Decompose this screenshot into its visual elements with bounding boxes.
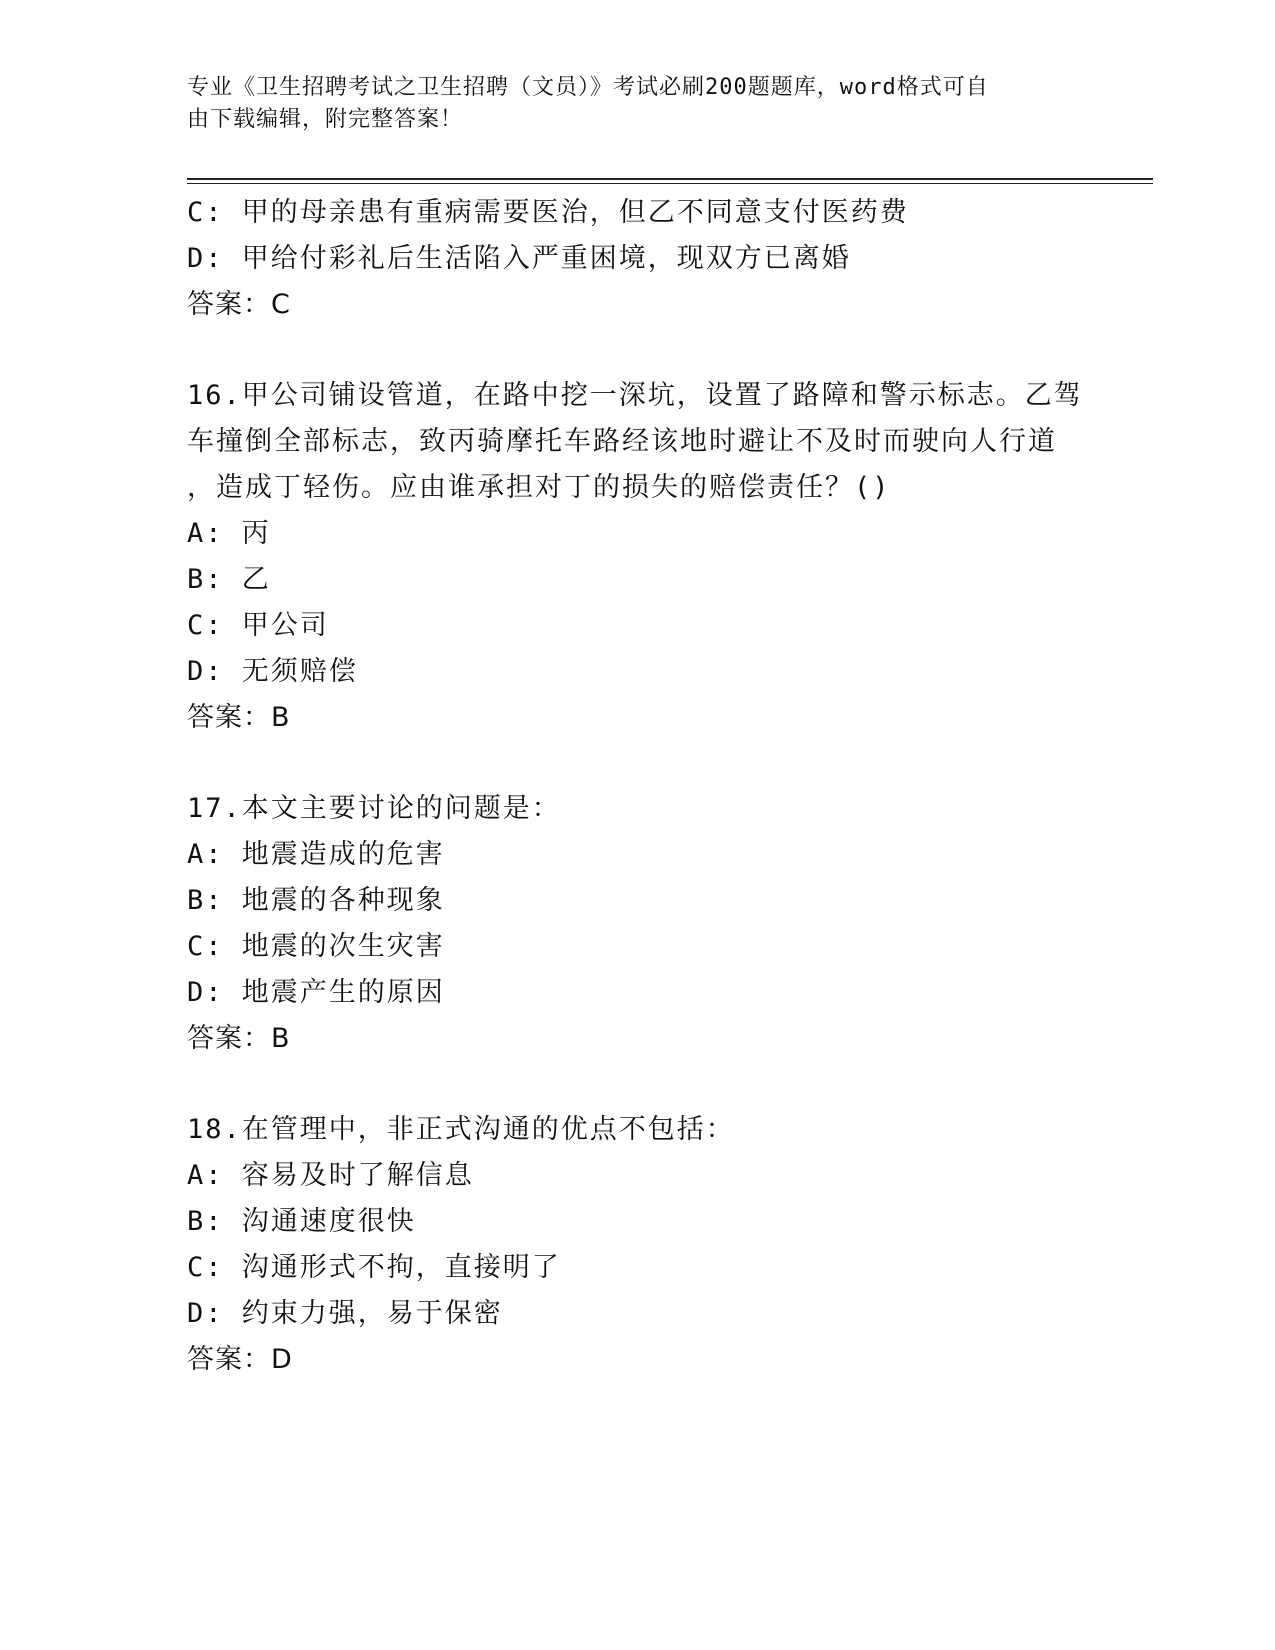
document-body	[187, 190, 1147, 1383]
question-stem-line: 16.甲公司铺设管道，在路中挖一深坑，设置了路障和警示标志。乙驾	[187, 380, 1083, 411]
option-a: A: 丙	[187, 518, 271, 549]
answer-line: 答案：B	[187, 1023, 291, 1054]
option-d: D: 约束力强，易于保密	[187, 1298, 503, 1329]
question-stem-line: ，造成丁轻伤。应由谁承担对丁的损失的赔偿责任？()	[187, 472, 891, 503]
option-c: C: 地震的次生灾害	[187, 931, 445, 962]
header-divider-thick	[187, 178, 1153, 180]
option-b: B: 沟通速度很快	[187, 1206, 416, 1237]
document-header	[187, 72, 1087, 136]
option-c: C: 沟通形式不拘，直接明了	[187, 1252, 561, 1283]
option-a: A: 地震造成的危害	[187, 839, 445, 870]
option-c: C: 甲的母亲患有重病需要医治，但乙不同意支付医药费	[187, 197, 909, 228]
option-b: B: 地震的各种现象	[187, 885, 445, 916]
question-stem-line: 车撞倒全部标志，致丙骑摩托车路经该地时避让不及时而驶向人行道	[187, 426, 1057, 457]
option-d: D: 无须赔偿	[187, 656, 358, 687]
answer-line: 答案：D	[187, 1344, 293, 1375]
answer-line: 答案：C	[187, 289, 291, 320]
question-continued	[187, 190, 1147, 328]
question-16	[187, 373, 1147, 741]
header-line-1: 专业《卫生招聘考试之卫生招聘（文员）》考试必刷200题题库，word格式可自	[187, 75, 989, 100]
answer-line: 答案：B	[187, 702, 291, 733]
question-stem-line: 18.在管理中，非正式沟通的优点不包括：	[187, 1114, 735, 1145]
question-stem-line: 17.本文主要讨论的问题是：	[187, 793, 561, 824]
option-d: D: 甲给付彩礼后生活陷入严重困境，现双方已离婚	[187, 243, 851, 274]
question-17	[187, 786, 1147, 1062]
option-a: A: 容易及时了解信息	[187, 1160, 474, 1191]
header-line-2: 由下载编辑，附完整答案！	[187, 107, 464, 132]
option-d: D: 地震产生的原因	[187, 977, 445, 1008]
header-divider-thin	[187, 183, 1153, 184]
option-c: C: 甲公司	[187, 610, 329, 641]
question-18	[187, 1107, 1147, 1383]
option-b: B: 乙	[187, 564, 271, 595]
